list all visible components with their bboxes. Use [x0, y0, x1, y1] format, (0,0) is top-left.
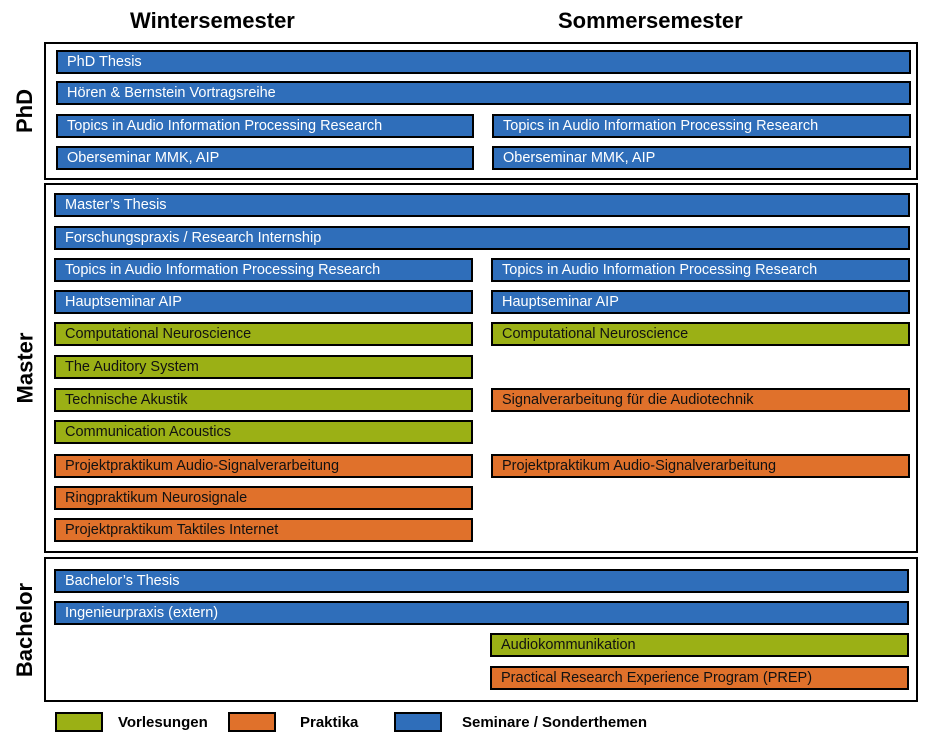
course-phd-thesis[interactable]: PhD Thesis: [56, 50, 911, 74]
course-master-topics-winter[interactable]: Topics in Audio Information Processing Research: [54, 258, 473, 282]
legend-swatch-vorlesungen: [55, 712, 103, 732]
course-technische-akustik[interactable]: Technische Akustik: [54, 388, 473, 412]
course-hauptseminar-summer[interactable]: Hauptseminar AIP: [491, 290, 910, 314]
course-master-topics-summer[interactable]: Topics in Audio Information Processing Research: [491, 258, 910, 282]
course-master-thesis[interactable]: Master’s Thesis: [54, 193, 910, 217]
course-phd-topics-summer[interactable]: Topics in Audio Information Processing Research: [492, 114, 911, 138]
course-phd-topics-winter[interactable]: Topics in Audio Information Processing Research: [56, 114, 474, 138]
course-communication-acoustics[interactable]: Communication Acoustics: [54, 420, 473, 444]
course-oberseminar-summer[interactable]: Oberseminar MMK, AIP: [492, 146, 911, 170]
course-ringpraktikum[interactable]: Ringpraktikum Neurosignale: [54, 486, 473, 510]
section-label-bachelor: Bachelor: [12, 582, 37, 677]
section-label-phd: PhD: [12, 89, 37, 133]
course-neuroscience-summer[interactable]: Computational Neuroscience: [491, 322, 910, 346]
legend-swatch-seminare: [394, 712, 442, 732]
course-lecture-series[interactable]: Hören & Bernstein Vortragsreihe: [56, 81, 911, 105]
legend-label-seminare: Seminare / Sonderthemen: [462, 714, 648, 731]
section-label-master: Master: [12, 332, 38, 404]
course-hauptseminar-winter[interactable]: Hauptseminar AIP: [54, 290, 473, 314]
course-projekt-taktil[interactable]: Projektpraktikum Taktiles Internet: [54, 518, 473, 542]
course-audiokommunikation[interactable]: Audiokommunikation: [490, 633, 909, 657]
legend-swatch-praktika: [228, 712, 276, 732]
course-prep[interactable]: Practical Research Experience Program (PREP): [490, 666, 909, 690]
course-oberseminar-winter[interactable]: Oberseminar MMK, AIP: [56, 146, 474, 170]
legend-label-praktika: Praktika: [300, 714, 359, 731]
legend-label-vorlesungen: Vorlesungen: [118, 714, 208, 731]
course-bachelor-thesis[interactable]: Bachelor’s Thesis: [54, 569, 909, 593]
header-summer: Sommersemester: [558, 8, 743, 33]
course-neuroscience-winter[interactable]: Computational Neuroscience: [54, 322, 473, 346]
course-research-internship[interactable]: Forschungspraxis / Research Internship: [54, 226, 910, 250]
course-projekt-audio-summer[interactable]: Projektpraktikum Audio-Signalverarbeitung: [491, 454, 910, 478]
course-signalverarbeitung[interactable]: Signalverarbeitung für die Audiotechnik: [491, 388, 910, 412]
header-winter: Wintersemester: [130, 8, 295, 33]
course-auditory-system[interactable]: The Auditory System: [54, 355, 473, 379]
course-projekt-audio-winter[interactable]: Projektpraktikum Audio-Signalverarbeitung: [54, 454, 473, 478]
course-ingenieurpraxis[interactable]: Ingenieurpraxis (extern): [54, 601, 909, 625]
